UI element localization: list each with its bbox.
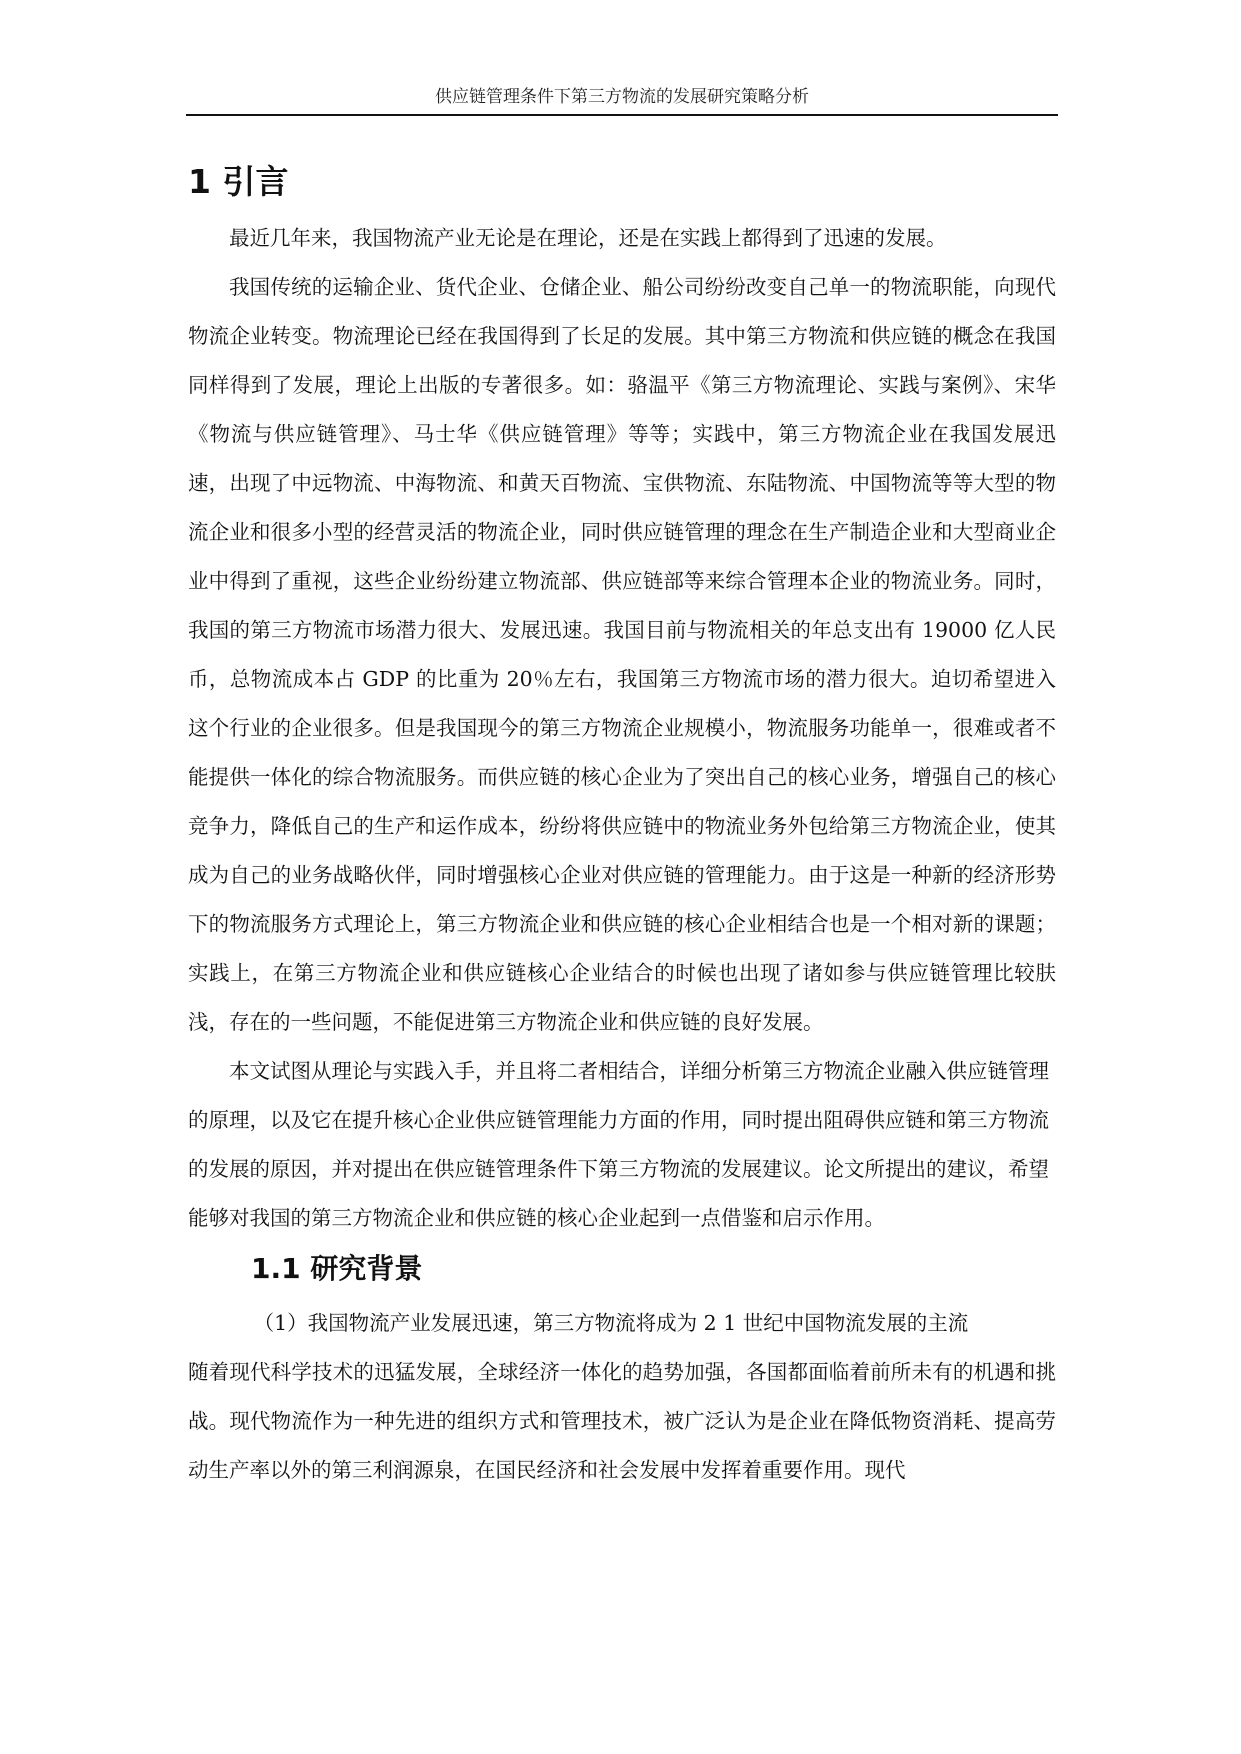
header-rule <box>186 114 1058 116</box>
paragraph-intro-3: 本文试图从理论与实践入手，并且将二者相结合，详细分析第三方物流企业融入供应链管理的原理，以及它在提升核心企业供应链管理能力方面的作用，同时提出阻碍供应链和第三方物流的发展的原因，并对提出在供应链管理条件下第三方物流的发展建议。论文所提出的建议，希望能够对我国的第三方物流企业和供应链的核心企业起到一点借鉴和启示作用。 <box>188 1059 1049 1230</box>
subsection-point-1: （1）我国物流产业发展迅速，第三方物流将成为 2 1 世纪中国物流发展的主流 <box>253 1311 969 1335</box>
section-heading-introduction: 1 引言 <box>188 162 289 201</box>
paragraph-intro-1: 最近几年来，我国物流产业无论是在理论，还是在实践上都得到了迅速的发展。 <box>229 226 947 250</box>
page-content <box>188 158 1056 1495</box>
subsection-heading-background: 1.1 研究背景 <box>251 1252 423 1285</box>
paragraph-background-1: 随着现代科学技术的迅猛发展，全球经济一体化的趋势加强，各国都面临着前所未有的机遇和挑战。现代物流作为一种先进的组织方式和管理技术，被广泛认为是企业在降低物资消耗、提高劳动生产率以外的第三利润源泉，在国民经济和社会发展中发挥着重要作用。现代 <box>188 1360 1056 1482</box>
running-header: 供应链管理条件下第三方物流的发展研究策略分析 <box>435 87 809 107</box>
paragraph-intro-2: 我国传统的运输企业、货代企业、仓储企业、船公司纷纷改变自己单一的物流职能，向现代物流企业转变。物流理论已经在我国得到了长足的发展。其中第三方物流和供应链的概念在我国同样得到了发展，理论上出版的专著很多。如：骆温平《第三方物流理论、实践与案例》、宋华《物流与供应链管理》、马士华《供应链管理》等等；实践中，第三方物流企业在我国发展迅速，出现了中远物流、中海物流、和黄天百物流、宝供物流、东陆物流、中国物流等等大型的物流企业和很多小型的经营灵活的物流企业，同时供应链管理的理念在生产制造企业和大型商业企业中得到了重视，这些企业纷纷建立物流部、供应链部等来综合管理本企业的物流业务。同时，我国的第三方物流市场潜力很大、发展迅速。我国目前与物流相关的年总支出有 19000 亿人民币，总物流成本占 GDP 的比重为 20％左右，我国第三方物流市场的潜力很大。迫切希望进入这个行业的企业很多。但是我国现今的第三方物流企业规模小，物流服务功能单一，很难或者不能提供一体化的综合物流服务。而供应链的核心企业为了突出自己的核心业务，增强自己的核心竞争力，降低自己的生产和运作成本，纷纷将供应链中的物流业务外包给第三方物流企业，使其成为自己的业务战略伙伴，同时增强核心企业对供应链的管理能力。由于这是一种新的经济形势下的物流服务方式理论上，第三方物流企业和供应链的核心企业相结合也是一个相对新的课题；实践上，在第三方物流企业和供应链核心企业结合的时候也出现了诸如参与供应链管理比较肤浅，存在的一些问题，不能促进第三方物流企业和供应链的良好发展。 <box>188 275 1056 1034</box>
